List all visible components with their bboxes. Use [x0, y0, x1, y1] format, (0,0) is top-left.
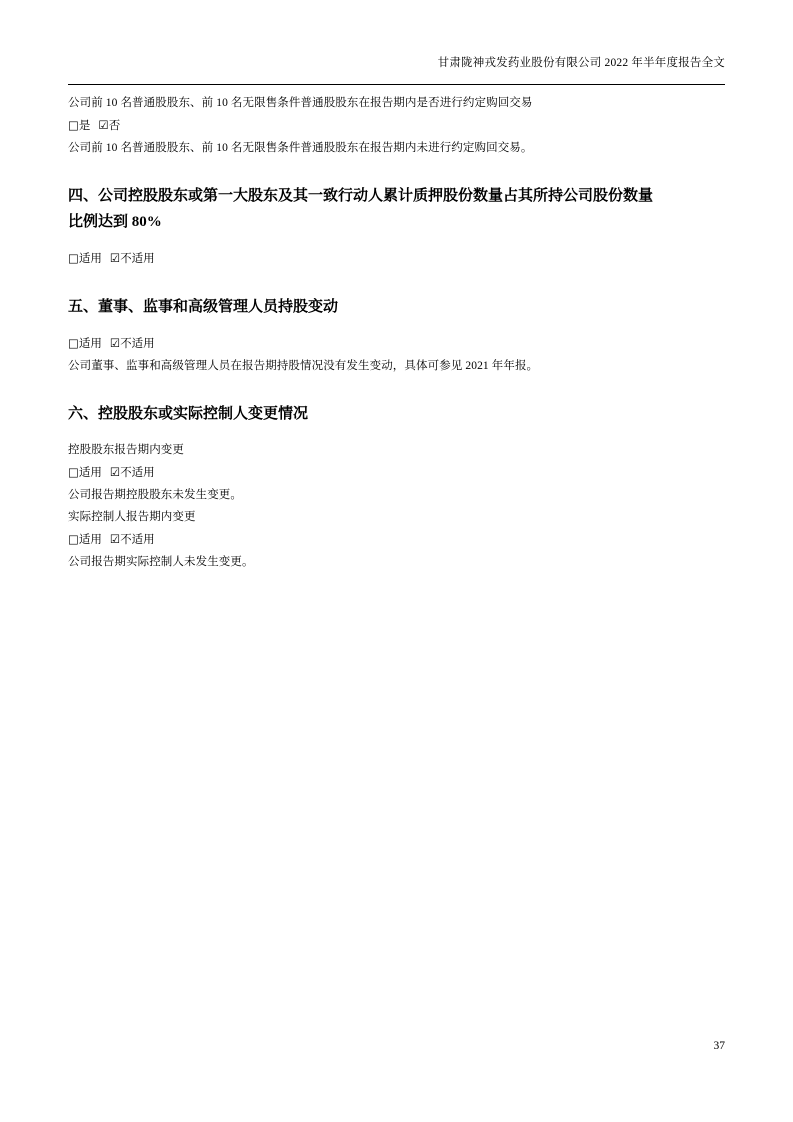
- repo-answer-checkboxes: [68, 114, 725, 137]
- checkbox-checked-icon[interactable]: ☑: [98, 118, 109, 132]
- repo-answer-text: 公司前 10 名普通股股东、前 10 名无限售条件普通股股东在报告期内未进行约定购回交易。: [68, 142, 533, 154]
- section-5-checkboxes: [68, 332, 725, 355]
- spacer: [68, 159, 725, 183]
- repo-option-yes-label: 是: [78, 120, 91, 132]
- section-5-heading: 五、董事、监事和高级管理人员持股变动: [68, 299, 339, 315]
- section-6-heading: 六、控股股东或实际控制人变更情况: [68, 406, 309, 422]
- section-6-intro-1: 控股股东报告期内变更: [68, 444, 184, 456]
- checkbox-empty-icon[interactable]: □: [68, 118, 79, 132]
- checkbox-empty-icon[interactable]: □: [68, 532, 79, 546]
- section-6-option-applicable-2: 适用: [78, 534, 102, 546]
- section-4-option-applicable: 适用: [78, 253, 102, 265]
- checkbox-empty-icon[interactable]: □: [68, 336, 79, 350]
- checkbox-checked-icon[interactable]: ☑: [109, 336, 121, 350]
- header-title: 甘肃陇神戎发药业股份有限公司 2022 年半年度报告全文: [437, 57, 725, 69]
- page-content: [68, 92, 725, 573]
- section-5-option-not-applicable: 不适用: [120, 338, 155, 350]
- checkbox-empty-icon[interactable]: □: [68, 251, 79, 265]
- section-5-option-applicable: 适用: [78, 338, 102, 350]
- checkbox-empty-icon[interactable]: □: [68, 465, 79, 479]
- section-6-body-1: 公司报告期控股股东未发生变更。: [68, 489, 242, 501]
- section-5-body: 公司董事、监事和高级管理人员在报告期持股情况没有发生变动，具体可参见 2021 年年报。: [68, 360, 539, 372]
- spacer: [68, 377, 725, 401]
- repo-option-no-label: 否: [108, 120, 121, 132]
- section-4-heading-line1: 四、公司控股股东或第一大股东及其一致行动人累计质押股份数量占其所持公司股份数量: [68, 188, 654, 204]
- page-number: 37: [713, 1040, 725, 1052]
- section-6-checkboxes-2: [68, 528, 725, 551]
- section-4-option-not-applicable: 不适用: [120, 253, 155, 265]
- section-6-option-not-applicable-2: 不适用: [120, 534, 155, 546]
- checkbox-checked-icon[interactable]: ☑: [109, 465, 121, 479]
- section-6-option-applicable-1: 适用: [78, 467, 102, 479]
- page-header: [68, 55, 725, 85]
- repo-question: 公司前 10 名普通股股东、前 10 名无限售条件普通股股东在报告期内是否进行约定购回交易: [68, 97, 533, 109]
- spacer: [68, 427, 725, 439]
- section-6-option-not-applicable-1: 不适用: [120, 467, 155, 479]
- spacer: [68, 320, 725, 332]
- section-6-body-2: 公司报告期实际控制人未发生变更。: [68, 556, 254, 568]
- checkbox-checked-icon[interactable]: ☑: [109, 251, 121, 265]
- checkbox-checked-icon[interactable]: ☑: [109, 532, 121, 546]
- spacer: [68, 270, 725, 294]
- section-4-checkboxes: [68, 247, 725, 270]
- section-6-checkboxes-1: [68, 461, 725, 484]
- spacer: [68, 235, 725, 247]
- section-4-heading-line2: 比例达到 80%: [68, 214, 162, 230]
- header-divider: [68, 84, 725, 85]
- section-6-intro-2: 实际控制人报告期内变更: [68, 511, 196, 523]
